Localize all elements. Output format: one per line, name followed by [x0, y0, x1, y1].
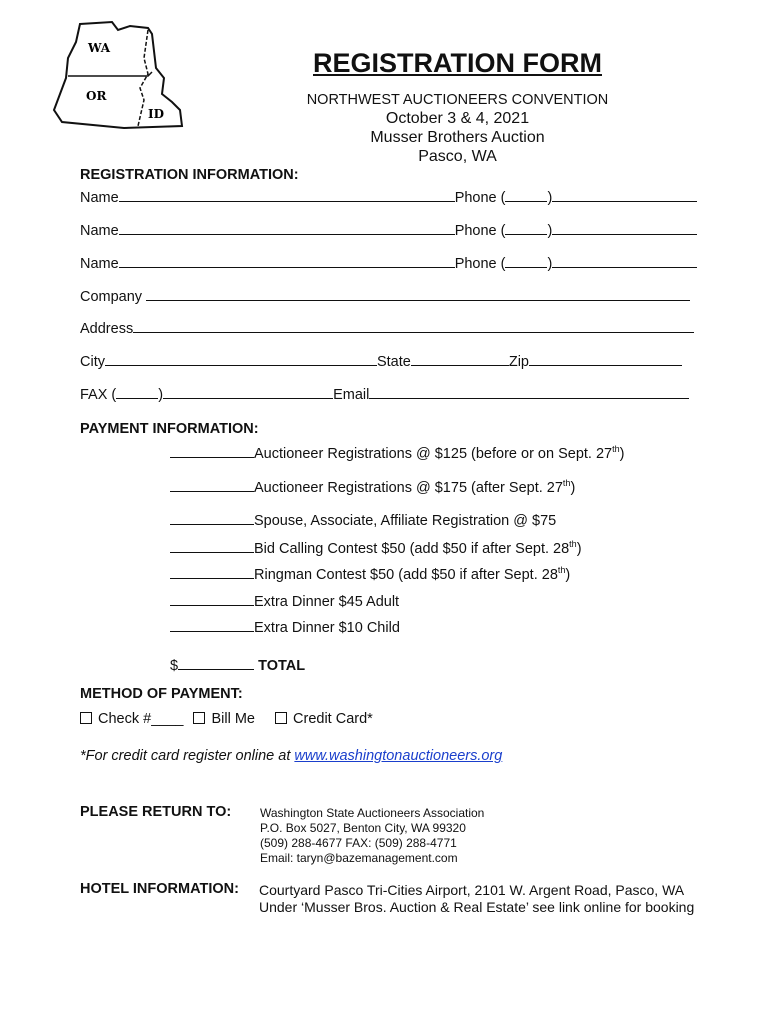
phone-area-field-2[interactable] [505, 221, 547, 235]
phone-area-field-1[interactable] [505, 188, 547, 202]
payment-item-text: Bid Calling Contest $50 (add $50 if after Sept. 28 [254, 541, 570, 557]
payment-item-text: Ringman Contest $50 (add $50 if after Sept. 28 [254, 567, 558, 583]
total-label: TOTAL [258, 658, 306, 674]
name-field-1[interactable] [119, 188, 455, 202]
payment-amount-field[interactable] [170, 511, 254, 525]
name-row-1 [80, 188, 697, 206]
payment-item-tail: ) [619, 446, 625, 462]
form-title: REGISTRATION FORM [313, 48, 602, 78]
total-prefix: $ [170, 658, 179, 674]
map-label-wa: WA [88, 41, 111, 55]
event-venue: Musser Brothers Auction [370, 129, 545, 146]
address-line: (509) 288-4677 FAX: (509) 288-4771 [260, 836, 457, 850]
event-dates: October 3 & 4, 2021 [385, 110, 530, 127]
payment-item-text: Auctioneer Registrations @ $125 (before or on Sept. 27 [254, 446, 613, 462]
phone-field-3[interactable] [552, 254, 697, 268]
company-label: Company [80, 289, 143, 305]
bill-me-checkbox[interactable] [193, 712, 205, 724]
payment-amount-field[interactable] [170, 444, 254, 458]
event-city: Pasco, WA [418, 148, 497, 165]
payment-item-text: Extra Dinner $45 Adult [254, 594, 400, 610]
fax-field[interactable] [163, 385, 333, 399]
map-label-id: ID [148, 107, 165, 121]
payment-item [170, 539, 582, 557]
payment-item-text: Spouse, Associate, Affiliate Registration @ $75 [254, 513, 557, 529]
name-label: Name [80, 223, 119, 239]
zip-label: Zip [508, 354, 529, 370]
payment-item-sup: th [569, 539, 577, 550]
fax-area-field[interactable] [116, 385, 158, 399]
payment-amount-field[interactable] [170, 618, 254, 632]
payment-amount-field[interactable] [170, 478, 254, 492]
payment-item-sup: th [557, 565, 566, 576]
payment-amount-field[interactable] [170, 592, 254, 606]
payment-item-tail: ) [565, 567, 571, 583]
payment-amount-field[interactable] [170, 565, 254, 579]
payment-total [170, 656, 305, 674]
name-row-3 [80, 254, 697, 272]
hotel-info [259, 882, 694, 916]
company-field[interactable] [146, 287, 690, 301]
total-field[interactable] [178, 656, 254, 670]
name-label: Name [80, 256, 119, 272]
payment-item-tail: ) [576, 541, 582, 557]
state-label: State [376, 354, 411, 370]
address-field[interactable] [133, 319, 694, 333]
payment-item [170, 618, 400, 636]
payment-item-tail: ) [570, 480, 576, 496]
phone-area-field-3[interactable] [505, 254, 547, 268]
phone-close: ) [547, 256, 553, 272]
payment-item-text: Extra Dinner $10 Child [254, 620, 400, 636]
address-row [80, 319, 694, 337]
payment-amount-field[interactable] [170, 539, 254, 553]
phone-label: Phone ( [454, 223, 506, 239]
fax-close: ) [158, 387, 164, 403]
note-prefix: *For credit card register online at [80, 748, 295, 764]
credit-card-note [80, 748, 502, 764]
event-name: NORTHWEST AUCTIONEERS CONVENTION [306, 92, 609, 108]
name-field-3[interactable] [119, 254, 455, 268]
payment-item-sup: th [562, 478, 571, 489]
hotel-line: Under ‘Musser Bros. Auction & Real Estate’ see link online for booking [259, 899, 695, 915]
address-line: Email: taryn@bazemanagement.com [260, 851, 458, 865]
email-field[interactable] [369, 385, 689, 399]
check-label: Check #____ [98, 711, 184, 727]
payment-item [170, 511, 556, 529]
registration-heading: REGISTRATION INFORMATION: [80, 167, 299, 183]
address-line: Washington State Auctioneers Association [260, 806, 485, 820]
credit-card-checkbox[interactable] [275, 712, 287, 724]
address-label: Address [80, 321, 134, 337]
state-field[interactable] [411, 352, 509, 366]
payment-item-sup: th [612, 444, 620, 455]
city-field[interactable] [105, 352, 377, 366]
payment-heading: PAYMENT INFORMATION: [80, 421, 259, 437]
phone-field-1[interactable] [552, 188, 697, 202]
credit-card-label: Credit Card* [293, 711, 373, 727]
return-address [260, 806, 484, 866]
hotel-line: Courtyard Pasco Tri-Cities Airport, 2101 W. Argent Road, Pasco, WA [259, 882, 685, 898]
bill-me-label: Bill Me [211, 711, 255, 727]
payment-item-text: Auctioneer Registrations @ $175 (after Sept. 27 [254, 480, 563, 496]
payment-item [170, 478, 575, 496]
address-line: P.O. Box 5027, Benton City, WA 99320 [260, 821, 466, 835]
phone-label: Phone ( [454, 190, 506, 206]
zip-field[interactable] [529, 352, 682, 366]
phone-close: ) [547, 190, 553, 206]
phone-field-2[interactable] [552, 221, 697, 235]
name-row-2 [80, 221, 697, 239]
return-to-label: PLEASE RETURN TO: [80, 804, 232, 820]
fax-label: FAX ( [80, 387, 117, 403]
city-row [80, 352, 682, 370]
payment-item [170, 444, 624, 462]
company-row [80, 287, 690, 305]
phone-label: Phone ( [454, 256, 506, 272]
name-label: Name [80, 190, 119, 206]
name-field-2[interactable] [119, 221, 455, 235]
fax-row [80, 385, 689, 403]
payment-item [170, 592, 399, 610]
phone-close: ) [547, 223, 553, 239]
website-link[interactable]: www.washingtonauctioneers.org [294, 748, 503, 764]
email-label: Email [333, 387, 370, 403]
hotel-label: HOTEL INFORMATION: [80, 881, 239, 897]
method-options [80, 711, 373, 727]
city-label: City [80, 354, 105, 370]
check-checkbox[interactable] [80, 712, 92, 724]
method-heading: METHOD OF PAYMENT: [80, 686, 243, 702]
payment-item [170, 565, 570, 583]
map-label-or: OR [86, 89, 107, 103]
